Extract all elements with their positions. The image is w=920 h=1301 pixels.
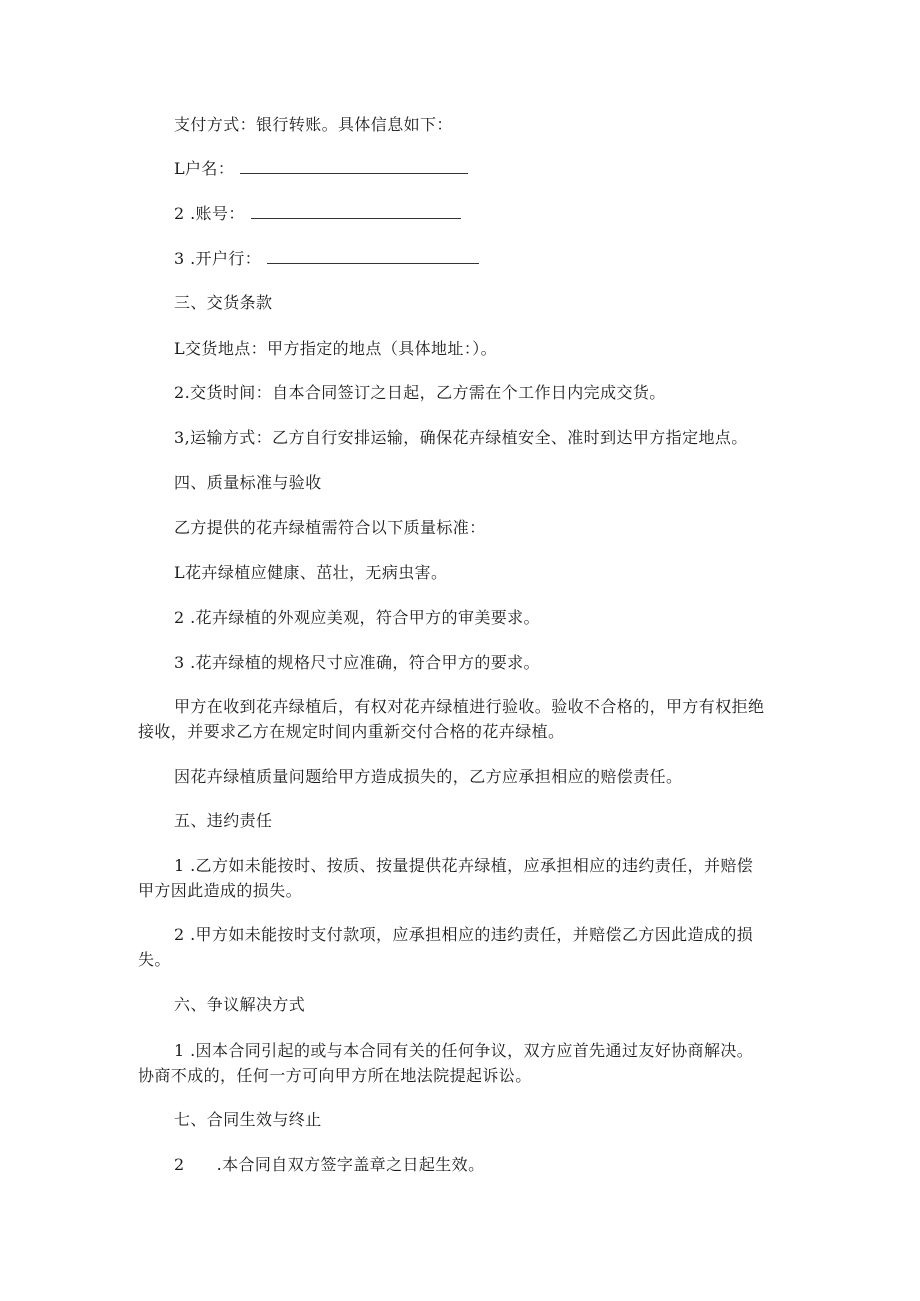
delivery-item: 3,运输方式：乙方自行安排运输，确保花卉绿植安全、准时到达甲方指定地点。 bbox=[174, 428, 748, 447]
quality-item: L花卉绿植应健康、茁壮，无病虫害。 bbox=[174, 563, 448, 582]
effect-item1-text: .本合同自双方签字盖章之日起生效。 bbox=[216, 1155, 485, 1174]
bank-label: 3 .开户行： bbox=[174, 249, 262, 268]
acceptance-paragraph-line2: 接收，并要求乙方在规定时间内重新交付合格的花卉绿植。 bbox=[138, 722, 565, 741]
quality-item: 3 .花卉绿植的规格尺寸应准确，符合甲方的要求。 bbox=[174, 653, 540, 672]
account-name-label: L户名： bbox=[174, 159, 235, 178]
breach-item2-line2: 失。 bbox=[138, 950, 171, 969]
section-heading-delivery: 三、交货条款 bbox=[174, 293, 273, 312]
acceptance-paragraph-line1: 甲方在收到花卉绿植后，有权对花卉绿植进行验收。验收不合格的，甲方有权拒绝 bbox=[174, 697, 765, 716]
delivery-item: L交货地点：甲方指定的地点（具体地址：）。 bbox=[174, 339, 498, 358]
effect-item1-row bbox=[174, 1155, 484, 1175]
dispute-item1-line1: 1 .因本合同引起的或与本合同有关的任何争议，双方应首先通过友好协商解决。 bbox=[174, 1041, 754, 1060]
effect-item1-number: 2 bbox=[174, 1155, 185, 1174]
account-name-blank[interactable] bbox=[240, 159, 468, 174]
quality-intro: 乙方提供的花卉绿植需符合以下质量标准： bbox=[174, 518, 486, 537]
bank-row bbox=[174, 249, 479, 269]
quality-liability: 因花卉绿植质量问题给甲方造成损失的，乙方应承担相应的赔偿责任。 bbox=[174, 767, 683, 786]
delivery-item: 2.交货时间：自本合同签订之日起，乙方需在个工作日内完成交货。 bbox=[174, 383, 666, 402]
account-name-row bbox=[174, 159, 468, 179]
breach-item1-line1: 1 .乙方如未能按时、按质、按量提供花卉绿植，应承担相应的违约责任，并赔偿 bbox=[174, 856, 754, 875]
breach-item2-line1: 2 .甲方如未能按时支付款项，应承担相应的违约责任，并赔偿乙方因此造成的损 bbox=[174, 925, 754, 944]
section-heading-effect: 七、合同生效与终止 bbox=[174, 1110, 322, 1129]
breach-item1-line2: 甲方因此造成的损失。 bbox=[138, 881, 303, 900]
dispute-item1-line2: 协商不成的，任何一方可向甲方所在地法院提起诉讼。 bbox=[138, 1066, 532, 1085]
bank-blank[interactable] bbox=[267, 249, 479, 264]
section-heading-dispute: 六、争议解决方式 bbox=[174, 995, 306, 1014]
section-heading-quality: 四、质量标准与验收 bbox=[174, 473, 322, 492]
section-heading-breach: 五、违约责任 bbox=[174, 811, 273, 830]
account-number-row bbox=[174, 204, 461, 224]
payment-method: 支付方式：银行转账。具体信息如下： bbox=[174, 115, 453, 134]
quality-item: 2 .花卉绿植的外观应美观，符合甲方的审美要求。 bbox=[174, 608, 540, 627]
account-number-label: 2 .账号： bbox=[174, 204, 245, 223]
account-number-blank[interactable] bbox=[251, 204, 461, 219]
